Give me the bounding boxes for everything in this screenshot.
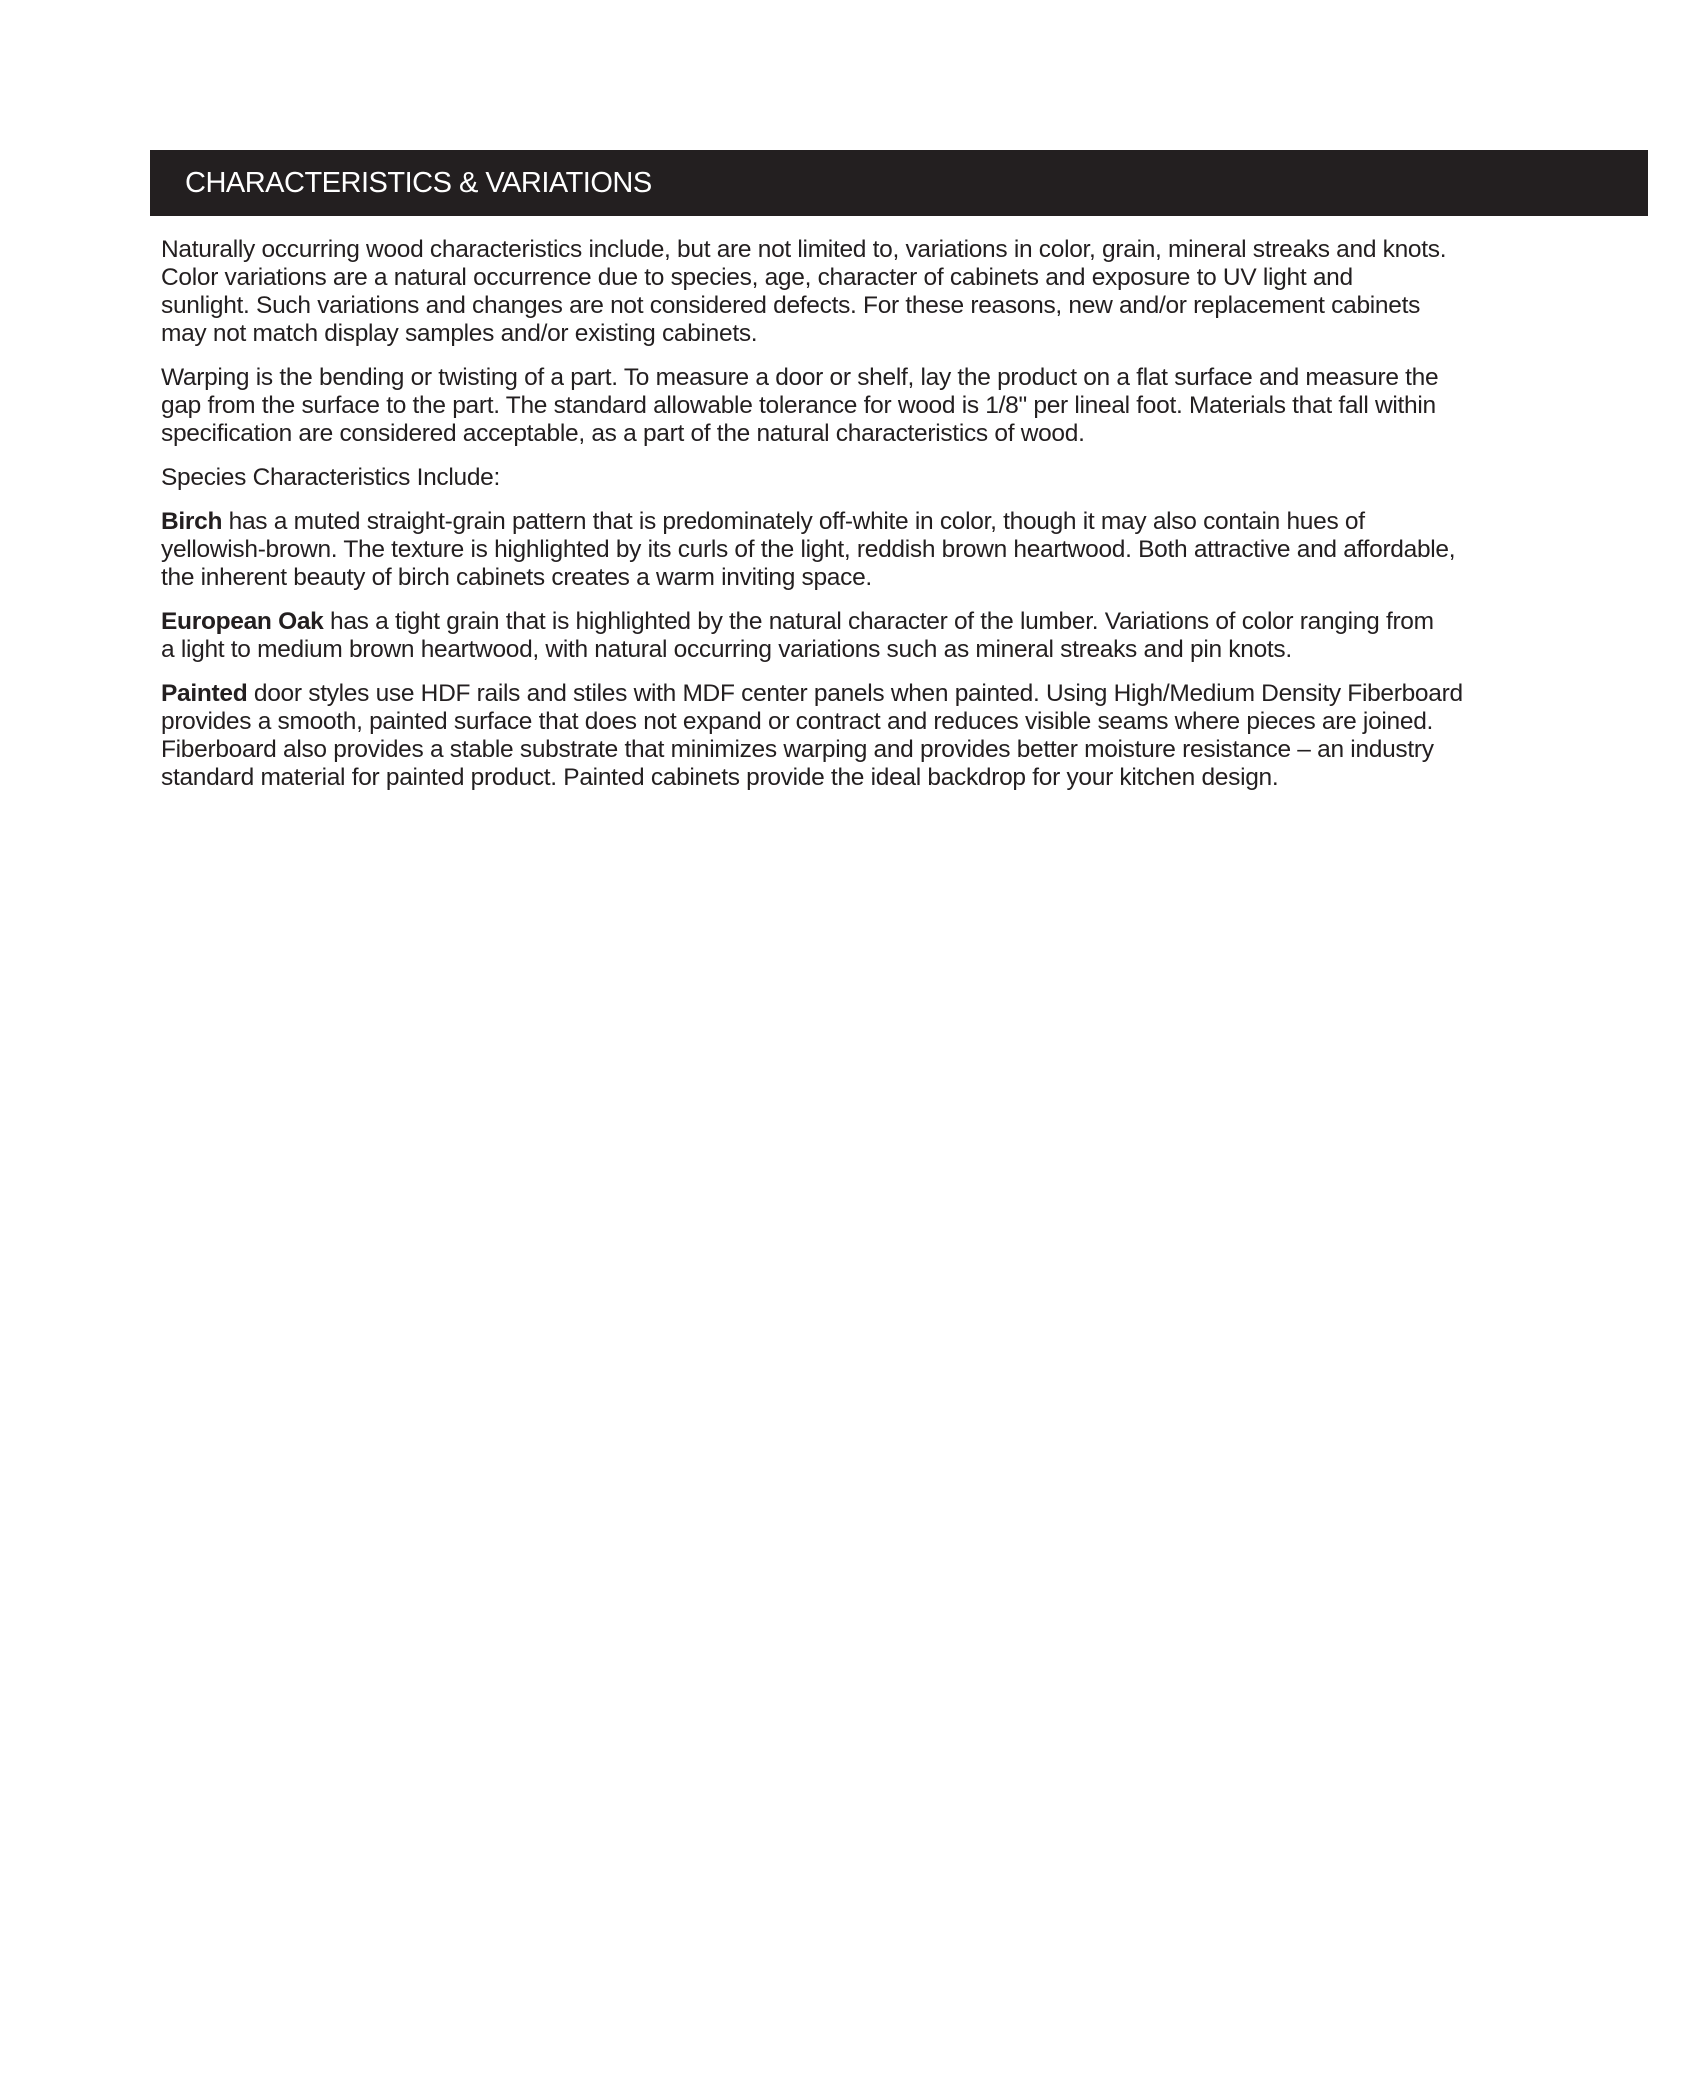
text-content: standard material for painted product. Painted cabinets provide the ideal backdrop for your kitchen design. [161,764,1279,791]
text-line [161,236,1651,264]
text-content: Color variations are a natural occurrence due to species, age, character of cabinets and exposure to UV light and [161,264,1353,291]
section-title: CHARACTERISTICS & VARIATIONS [185,167,652,199]
text-line [161,420,1651,448]
text-content: Species Characteristics Include: [161,464,500,491]
text-content: Fiberboard also provides a stable substrate that minimizes warping and provides better moisture resistance – an industry [161,736,1434,763]
text-content: specification are considered acceptable, as a part of the natural characteristics of wood. [161,420,1085,447]
text-content: Warping is the bending or twisting of a part. To measure a door or shelf, lay the product on a flat surface and measure the [161,364,1439,391]
text-line [161,292,1651,320]
text-line [161,320,1651,348]
text-content: Naturally occurring wood characteristics include, but are not limited to, variations in color, grain, mineral streaks and knots. [161,236,1447,263]
text-line [161,264,1651,292]
text-line [161,536,1651,564]
species-name: European Oak [161,608,324,635]
text-content: door styles use HDF rails and stiles with MDF center panels when painted. Using High/Medium Density Fiberboard [247,680,1463,707]
document-body [161,236,1651,808]
text-line [161,364,1651,392]
text-line [161,764,1651,792]
paragraph [161,364,1651,448]
text-line [161,464,1651,492]
paragraph [161,464,1651,492]
text-content: has a tight grain that is highlighted by the natural character of the lumber. Variations of color ranging from [323,608,1434,635]
section-header-bar [150,150,1648,216]
text-content: yellowish-brown. The texture is highlighted by its curls of the light, reddish brown heartwood. Both attractive and affordable, [161,536,1456,563]
paragraph [161,608,1651,664]
paragraph [161,508,1651,592]
text-content: has a muted straight-grain pattern that is predominately off-white in color, though it may also contain hues of [222,508,1365,535]
text-content: may not match display samples and/or existing cabinets. [161,320,758,347]
text-content: sunlight. Such variations and changes are not considered defects. For these reasons, new and/or replacement cabinets [161,292,1421,319]
text-content: a light to medium brown heartwood, with natural occurring variations such as mineral streaks and pin knots. [161,636,1292,663]
text-content: provides a smooth, painted surface that does not expand or contract and reduces visible seams where pieces are joined. [161,708,1434,735]
text-line [161,564,1651,592]
text-line [161,636,1651,664]
text-line [161,392,1651,420]
paragraph [161,236,1651,348]
species-name: Painted [161,680,248,707]
text-content: the inherent beauty of birch cabinets creates a warm inviting space. [161,564,872,591]
text-line [161,708,1651,736]
species-name: Birch [161,508,223,535]
text-line [161,508,1651,536]
text-line [161,608,1651,636]
paragraph [161,680,1651,792]
text-content: gap from the surface to the part. The standard allowable tolerance for wood is 1/8" per lineal foot. Materials that fall within [161,392,1436,419]
text-line [161,736,1651,764]
text-line [161,680,1651,708]
